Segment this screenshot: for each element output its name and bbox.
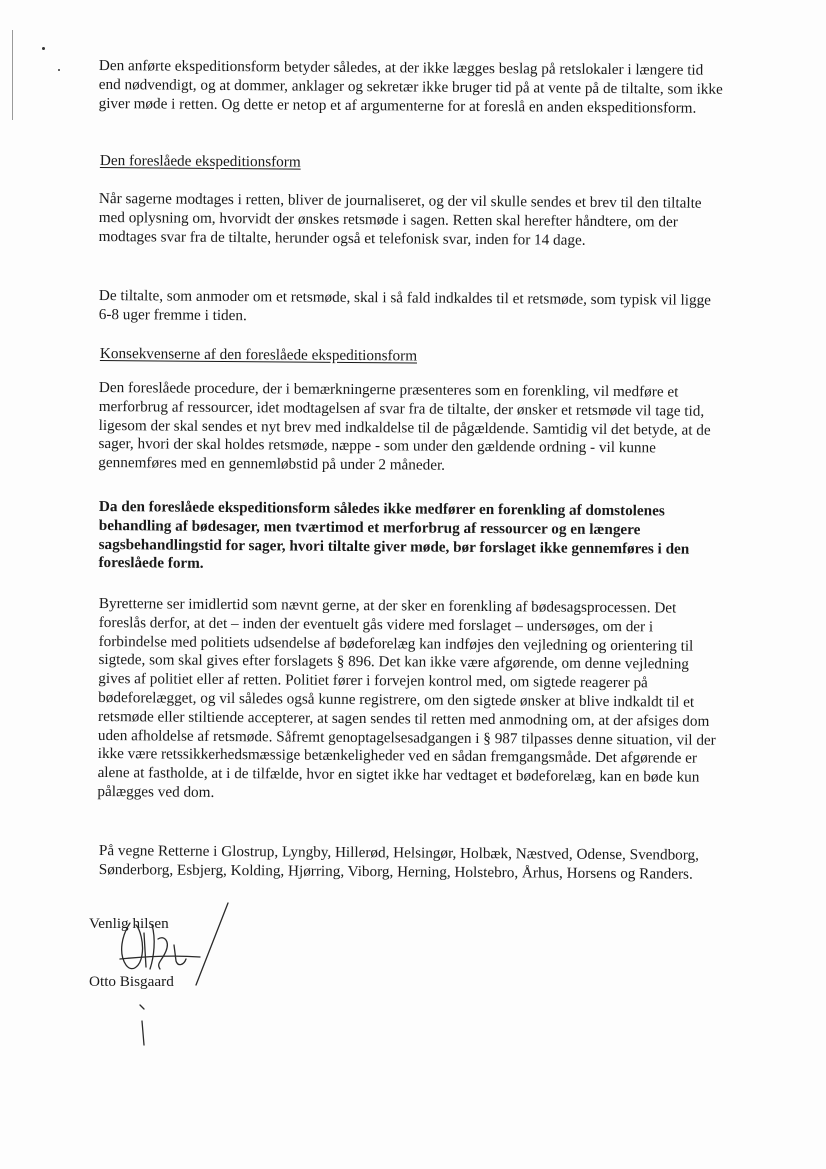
paragraph-intro: Den anførte ekspeditionsform betyder således, at der ikke lægges beslag på retslokaler i længere tid end nødvendigt, og at dommer, anklager og sekretær ikke bruger tid på at vente på de tiltalte, som ikke giver møde i retten. Og dette er netop et af argumenterne for at foreslå en anden ekspeditionsform.: [98, 57, 723, 117]
scan-speck: [58, 69, 60, 71]
section-heading-consequences: Konsekvenserne af den foreslåede ekspeditionsform: [99, 345, 418, 365]
scan-margin-line: [12, 30, 13, 120]
closing-greeting: Venlig hilsen: [89, 915, 169, 932]
signer-name: Otto Bisgaard: [89, 973, 174, 990]
paragraph-on-behalf: På vegne Retterne i Glostrup, Lyngby, Hillerød, Helsingør, Holbæk, Næstved, Odense, Svendborg, Sønderborg, Esbjerg, Kolding, Hjørring, Viborg, Herning, Holstebro, Århus, Horsens og Randers.: [98, 842, 700, 883]
section-heading-proposed-form: Den foreslåede ekspeditionsform: [99, 152, 301, 171]
scan-speck: [42, 47, 45, 50]
paragraph-consequences: Den foreslåede procedure, der i bemærkningerne præsenteres som en forenkling, vil medføre et merforbrug af ressourcer, idet modtagelsen af svar fra de tiltalte, der ønsker et retsmøde vil tage tid, ligesom der skal sendes et nyt brev med indkaldelse til de pågældende. Samtidig vil det betyde, at de sager, hvori der skal holdes retsmøde, næppe - som under den gældende ordning - vil kunne gennemføres med en gennemløbstid på under 2 måneder.: [98, 379, 711, 474]
paragraph-conclusion-bold: Da den foreslåede ekspeditionsform således ikke medfører en forenkling af domstolenes behandling af bødesager, men tværtimod et merforbrug af ressourcer og en længere sagsbehandlingstid for sager, hvori tiltalte giver møde, bør forslaget ikke gennemføres i den foreslåede form.: [98, 498, 690, 573]
paragraph-court-meeting: De tiltalte, som anmoder om et retsmøde, skal i så fald indkaldes til et retsmøde, som typisk vil ligge 6-8 uger fremme i tiden.: [98, 287, 712, 324]
paragraph-recommendation: Byretterne ser imidlertid som nævnt gerne, at der sker en forenkling af bødesagsprocessen. Det foreslås derfor, at det – inden der eventuelt gås videre med forslaget – undersøges, om der i forbindelse med politiets udsendelse af bødeforelæg kan indføjes den vejledning og orientering til sigtede, som skal gives efter forslagets § 896. Det kan ikke være afgørende, om denne vejledning gives af politiet eller af retten. Politiet fører i forvejen kontrol med, om sigtede reagerer på bødeforelægget, og vil således også kunne registrere, om den sigtede ønsker at blive indkaldt til et retsmøde eller stiltiende accepterer, at sagen sendes til retten med anmodning om, at der afsiges dom uden afholdelse af retsmøde. Såfremt genoptagelsesadgangen i § 987 tilpasses denne situation, vil der ikke være retssikkerhedsmæssige betænkeligheder ved en sådan fremgangsmåde. Det afgørende er alene at fastholde, at i de tilfælde, hvor en sigtet ikke har vedtaget et bødeforelæg, kan en bøde kun pålægges ved dom.: [97, 595, 716, 801]
paragraph-proposed-procedure: Når sagerne modtages i retten, bliver de journaliseret, og der vil skulle sendes et brev til den tiltalte med oplysning om, hvorvidt der ønskes retsmøde i sagen. Retten skal herefter håndtere, om der modtages svar fra de tiltalte, herunder også et telefonisk svar, inden for 14 dage.: [98, 190, 702, 249]
